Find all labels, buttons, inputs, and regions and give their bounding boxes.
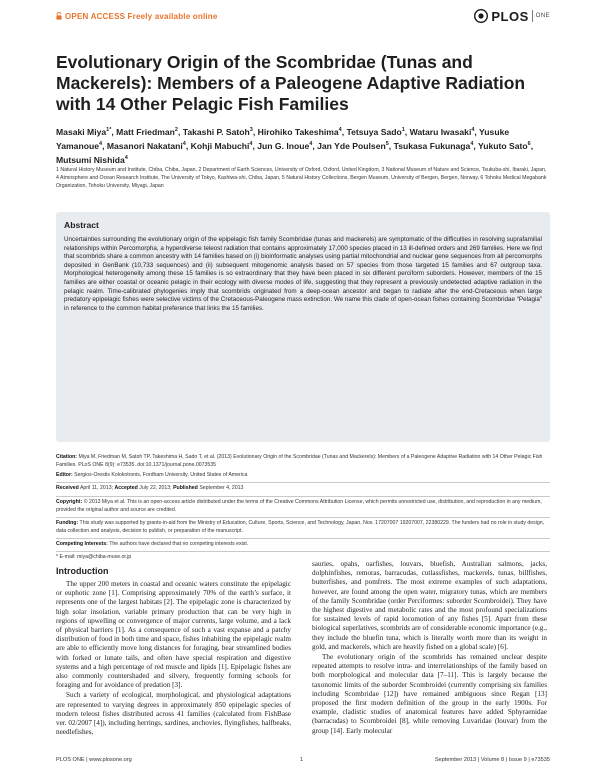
logo-divider bbox=[532, 10, 533, 22]
dates-line bbox=[56, 485, 550, 493]
author-affiliation-marker: 4 bbox=[470, 140, 474, 147]
divider bbox=[56, 551, 550, 552]
open-access-badge[interactable] bbox=[56, 12, 218, 21]
citation-text: Miya M, Friedman M, Satoh TP, Takeshima H, Sado T, et al. (2013) Evolutionary Origin of the Scombridae (Tunas and Mackerels): Members of a Paleogene Adaptive Radiation with 14 Other Pelagic Fish Families. PLoS ONE 8(9): e73535. doi:10.1371/journal.pone.0073535 bbox=[56, 454, 543, 468]
plos-one-logo[interactable] bbox=[474, 9, 550, 24]
intro-paragraph: Such a variety of ecological, morphological, and physiological adaptations are represented to varying degrees in approximately 850 epipelagic species of modern teleost fishes distributed across 41 families (calculated from FishBase ver. 02/2007 [4]), including herrings, sardines, anchovies, flyingfishes, halfbeaks, needlefishes, bbox=[56, 691, 291, 737]
editor-text: Sergios-Orestis Kolokotronis, Fordham University, United States of America bbox=[74, 472, 248, 478]
accepted-date: July 22, 2013; bbox=[139, 485, 172, 491]
author-name: Matt Friedman$^2$ bbox=[116, 126, 178, 137]
author-name: Takashi P. Satoh$^3$ bbox=[182, 126, 253, 137]
plos-logo-icon bbox=[474, 9, 488, 23]
author-affiliation-marker: 6 bbox=[527, 140, 531, 147]
author-affiliation-marker: 4 bbox=[471, 127, 475, 133]
journal-header bbox=[56, 6, 550, 26]
footer-journal-url[interactable]: PLOS ONE | www.plosone.org bbox=[56, 757, 132, 763]
intro-column-right bbox=[312, 560, 547, 736]
intro-column-left bbox=[56, 580, 291, 737]
competing-interests-line bbox=[56, 541, 550, 549]
author-name: Kohji Mabuchi$^4$ bbox=[190, 140, 253, 151]
author-affiliation-marker: 4 bbox=[124, 154, 128, 161]
author-affiliation-marker: 1 bbox=[401, 127, 405, 133]
author-affiliation-marker: 4 bbox=[309, 140, 313, 147]
intro-paragraph: The evolutionary origin of the scombrids has remained unclear despite repeated attempts to resolve intra- and interrelationships of the family based on both morphological and molecular data [7–11]. This is largely because the taxonomic limits of the suborder Scombroidei (currently comprising six families including Scombridae [12]) have remained ambiguous since Regan [13] proposed the first modern definition of the group in the early 1900s. For example, cladistic studies of anatomical features have added Sphyraenidae (barracudas) to Scombroidei [8], while removing Luvaridae (louvar) from the group [14]. Early molecular bbox=[312, 653, 547, 735]
footer-issue-info: September 2013 | Volume 8 | Issue 9 | e73535 bbox=[434, 757, 550, 763]
plos-one-text: ONE bbox=[535, 13, 550, 19]
author-affiliation-marker: 2 bbox=[174, 127, 178, 133]
author-name: Yukuto Sato$^6$ bbox=[478, 140, 531, 151]
author-name: Hirohiko Takeshima$^4$ bbox=[257, 126, 342, 137]
competing-label: Competing Interests: bbox=[56, 541, 108, 547]
article-title: Evolutionary Origin of the Scombridae (Tunas and Mackerels): Members of a Paleogene Adaptive Radiation with 14 Other Pelagic Fish Families bbox=[56, 52, 526, 114]
introduction-heading: Introduction bbox=[56, 566, 109, 576]
author-name: Jun G. Inoue$^4$ bbox=[257, 140, 313, 151]
citation-line bbox=[56, 454, 550, 469]
author-name: Masaki Miya$^{1*}$ bbox=[56, 126, 112, 137]
published-label: Published bbox=[173, 485, 198, 491]
copyright-label: Copyright: bbox=[56, 499, 83, 505]
affiliations: 1 Natural History Museum and Institute, Chiba, Chiba, Japan, 2 Department of Earth Sciences, University of Oxford, Oxford, United Kingdom, 3 National Museum of Nature and Science, Tsukuba-shi, Ibaraki, Japan, 4 Atmosphere and Ocean Research Institute, The University of Tokyo, Kashiwa-shi, Chiba, Japan, 5 Natural History Collections, Bergen Museum, University of Bergen, Bergen, Norway, 6 Tohoku Medical Megabank Organization, Tohoku University, Miyagi, Japan bbox=[56, 167, 547, 190]
accepted-label: Accepted bbox=[114, 485, 138, 491]
author-affiliation-marker: 5 bbox=[385, 140, 389, 147]
author-affiliation-marker: 3 bbox=[249, 127, 253, 133]
email-text[interactable]: * E-mail: miya@chiba-muse.or.jp bbox=[56, 554, 132, 560]
competing-text: The authors have declared that no competing interests exist. bbox=[109, 541, 249, 547]
author-name: Jan Yde Poulsen$^5$ bbox=[317, 140, 389, 151]
received-date: April 11, 2013; bbox=[79, 485, 114, 491]
author-affiliation-marker: 4 bbox=[249, 140, 253, 147]
received-label: Received bbox=[56, 485, 79, 491]
funding-line bbox=[56, 520, 550, 535]
author-affiliation-marker: 4 bbox=[182, 140, 186, 147]
abstract-text: Uncertainties surrounding the evolutionary origin of the epipelagic fish family Scombridae (tunas and mackerels) are symptomatic of the difficulties in resolving suprafamilial relationships within Percomorpha, a hyperdiverse teleost radiation that contains approximately 17,000 species placed in 13 ill-defined orders and 269 families. Here we find that scombrids share a common ancestry with 14 families based on (i) bioinformatic analyses using partial mitochondrial and nuclear gene sequences from all percomorphs deposited in GenBank (10,733 sequences) and (ii) subsequent mitogenomic analysis based on 57 species from those targeted 15 families and 67 outgroup taxa. Morphological heterogeneity among these 15 families is so extraordinary that they have been placed in six different perciform suborders. However, members of the 15 families are either coastal or oceanic pelagic in their ecology with diverse modes of life, suggesting that they represent a previously undetected adaptive radiation in the pelagic realm. Time-calibrated phylogenies imply that scombrids originated from a deep-ocean ancestor and began to radiate after the end-Cretaceous when large predatory epipelagic fishes were selective victims of the Cretaceous-Paleogene mass extinction. We name this clade of open-ocean fishes containing Scombridae “Pelagia” in reference to the common habitat preference that links the 15 families. bbox=[64, 236, 543, 312]
copyright-line bbox=[56, 499, 550, 514]
author-name: Masanori Nakatani$^4$ bbox=[106, 140, 186, 151]
copyright-text: © 2013 Miya et al. This is an open-access article distributed under the terms of the Creative Commons Attribution License, which permits unrestricted use, distribution, and reproduction in any medium, provided the original author and source are credited. bbox=[56, 499, 542, 513]
page-footer bbox=[56, 757, 550, 767]
divider bbox=[56, 482, 550, 483]
author-name: Tetsuya Sado$^1$ bbox=[346, 126, 405, 137]
divider bbox=[56, 496, 550, 497]
open-access-text: OPEN ACCESS Freely available online bbox=[65, 11, 218, 21]
author-name: Wataru Iwasaki$^4$ bbox=[409, 126, 475, 137]
abstract-box bbox=[56, 212, 550, 442]
author-name: Yusuke Yamanoue$^4$ bbox=[56, 126, 510, 151]
intro-paragraph: The upper 200 meters in coastal and oceanic waters constitute the epipelagic or euphotic zone [1]. Comprising approximately 70% of the earth’s surface, it represents one of the largest habitats [2]. The epipelagic zone is characterized by high solar insolation, variable primary production that can be very high in regions of upwelling or convergence of major currents, large volume, and a lack of physical barriers [1]. As a consequence of such a vast expanse and a patchy distribution of food in both time and space, fishes inhabiting the epipelagic realm are able to efficiently move long distances for foraging, bear streamlined bodies with forked or lunate tails, and often have special respiration and digestive systems and a high percentage of red muscle and lipids [1]. Epipelagic fishes are also commonly countershaded and silvery, frequently forming schools for foraging and for avoidance of predation [3]. bbox=[56, 580, 291, 690]
funding-text: This study was supported by grants-in-aid from the Ministry of Education, Culture, Sports, Science, and Technology, Japan, Nos. 17207007 19207007, 22380229. The funders had no role in study design, data collection and analysis, decision to publish, or preparation of the manuscript. bbox=[56, 520, 545, 534]
citation-label: Citation: bbox=[56, 454, 78, 460]
published-date: September 4, 2013 bbox=[199, 485, 244, 491]
intro-paragraph: sauries, opahs, oarfishes, louvars, bluefish, Australian salmons, jacks, dolphinfishes, remoras, barracudas, cutlassfishes, mackerels, tunas, billfishes, butterfishes, and pomfrets. The most extreme examples of such adaptations, however, are found among the open water, migratory tunas, which are members of the family Scombridae (order Perciformes: suborder Scombroidei). They have the highest digestive and metabolic rates and the most profound specializations for sustained levels of rapid locomotion of any fishes [5]. Apart from these biological superlatives, scombrids are of considerable economic importance (e.g., they include the bluefin tuna, which is literally worth more than its weight in gold, and mackerels, which are heavily fished on a global scale) [6]. bbox=[312, 560, 547, 651]
author-affiliation-marker: 4 bbox=[99, 140, 103, 147]
author-name: Tsukasa Fukunaga$^4$ bbox=[393, 140, 474, 151]
editor-line bbox=[56, 472, 550, 480]
page-number: 1 bbox=[300, 757, 304, 763]
funding-label: Funding: bbox=[56, 520, 79, 526]
editor-label: Editor: bbox=[56, 472, 73, 478]
author-list: Masaki Miya$^{1*}$, Matt Friedman$^2$, Takashi P. Satoh$^3$, Hirohiko Takeshima$^4$, Tetsuya Sado$^1$, Wataru Iwasaki$^4$, Yusuke Yamanoue$^4$, Masanori Nakatani$^4$, Kohji Mabuchi$^4$, Jun G. Inoue$^4$, Jan Yde Poulsen$^5$, Tsukasa Fukunaga$^4$, Yukuto Sato$^6$, Mutsumi Nishida$^4$ bbox=[56, 126, 534, 165]
divider bbox=[56, 517, 550, 518]
plos-logo-text: PLOS bbox=[491, 8, 529, 24]
author-affiliation-marker: 4 bbox=[338, 127, 342, 133]
author-name: Mutsumi Nishida$^4$ bbox=[56, 154, 128, 165]
abstract-heading: Abstract bbox=[64, 220, 99, 230]
open-access-lock-icon bbox=[56, 12, 62, 20]
divider bbox=[56, 538, 550, 539]
author-affiliation-marker: 1* bbox=[106, 127, 112, 133]
